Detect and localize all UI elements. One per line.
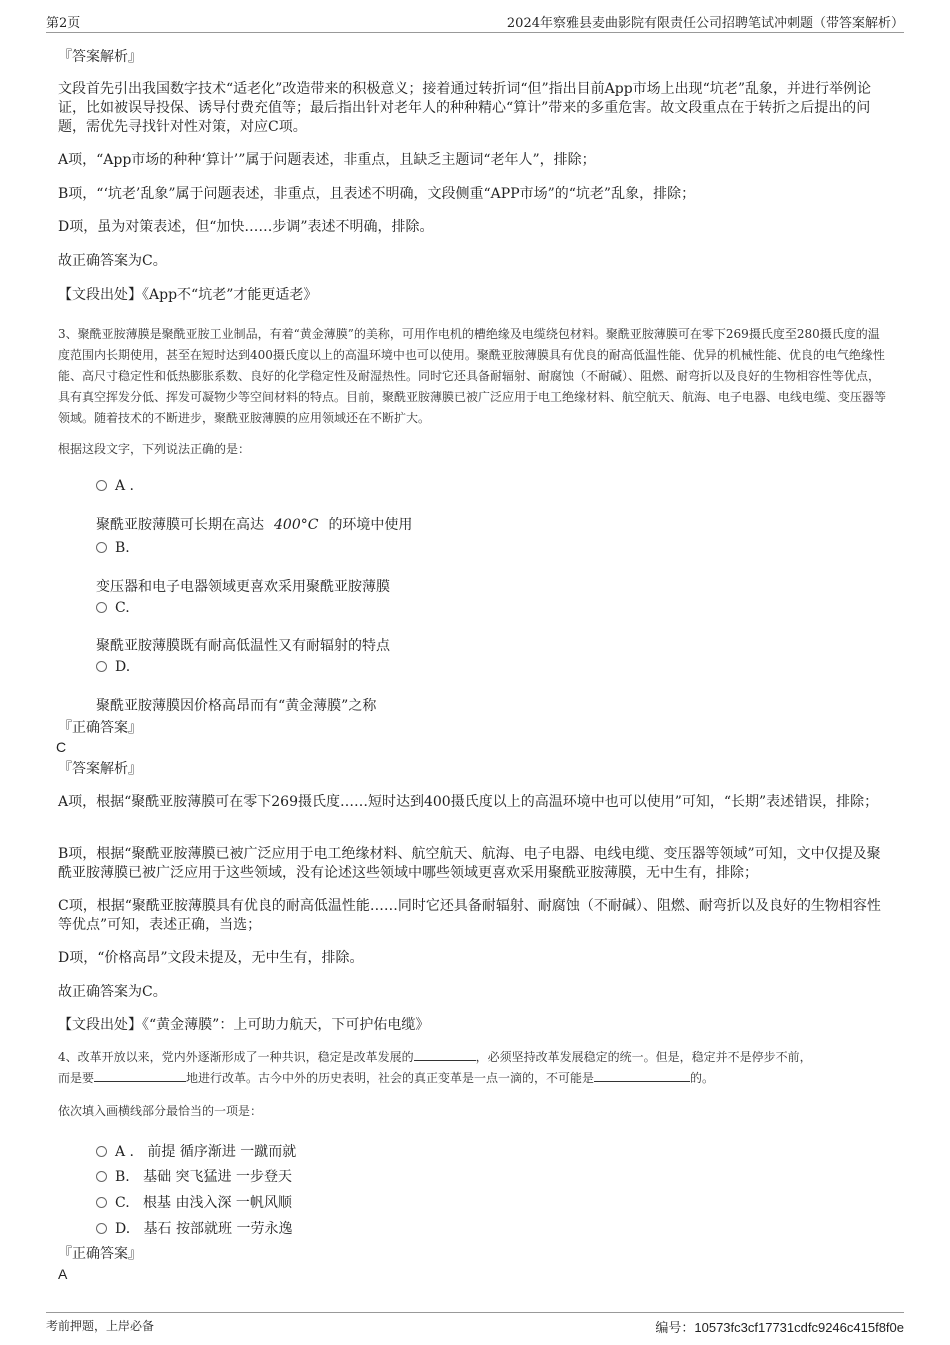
page-number: 第2页	[46, 16, 81, 31]
q4-stem	[58, 1047, 888, 1089]
q3-stem: 3、聚酰亚胺薄膜是聚酰亚胺工业制品，有着“黄金薄膜”的美称，可用作电机的槽绝缘及电缆绕包材料。聚酰亚胺薄膜可在零下269摄氏度至280摄氏度的温度范围内长期使用，甚至在短时达到400摄氏度以上的高温环境中也可以使用。聚酰亚胺薄膜具有优良的耐高低温性能、优异的机械性能、优良的电气绝缘性能、高尺寸稳定性和低热膨胀系数、良好的化学稳定性及耐湿热性。同时它还具备耐辐射、耐腐蚀（不耐碱）、阻燃、耐弯折以及良好的生物相容性等优点，具有真空挥发分低、挥发可凝物少等空间材料的特点。目前，聚酰亚胺薄膜已被广泛应用于电工绝缘材料、航空航天、航海、电子电器、电线电缆、变压器等领域。随着技术的不断进步，聚酰亚胺薄膜的应用领域还在不断扩大。	[58, 327, 887, 425]
option-text: 聚酰亚胺薄膜可长期在高达	[96, 517, 264, 533]
q3-conclusion: 故正确答案为C。	[58, 984, 167, 1000]
q2-source: 【文段出处】《App不“坑老”才能更适老》	[58, 287, 318, 303]
document-title: 2024年察雅县麦曲影院有限责任公司招聘笔试冲刺题（带答案解析）	[506, 16, 904, 31]
radio-icon[interactable]	[96, 1223, 107, 1234]
q2-analysis-d: D项，虽为对策表述，但“加快……步调”表述不明确，排除。	[58, 219, 434, 235]
stem-text: 的。	[690, 1071, 715, 1085]
blank-line	[94, 1069, 186, 1082]
radio-icon[interactable]	[96, 1146, 107, 1157]
option-key: D.	[115, 659, 131, 675]
q4-answer: A	[58, 1266, 68, 1282]
radio-icon[interactable]	[96, 1197, 107, 1208]
q2-analysis-label: 『答案解析』	[58, 49, 142, 65]
q2-analysis-b: B项，“‘坑老’乱象”属于问题表述，非重点，且表述不明确，文段侧重“APP市场”的“坑老”乱象，排除；	[58, 186, 696, 202]
q3-answer-label: 『正确答案』	[58, 720, 142, 736]
stem-text: 地进行改革。古今中外的历史表明，社会的真正变革是一点一滴的，不可能是	[186, 1071, 595, 1085]
q3-source: 【文段出处】《“黄金薄膜”：上可助力航天，下可护佑电缆》	[58, 1017, 430, 1033]
q3-option-d-text: 聚酰亚胺薄膜因价格高昂而有“黄金薄膜”之称	[96, 698, 377, 714]
option-key: B.	[115, 1169, 130, 1185]
stem-text: ，必须坚持改革发展稳定的统一。但是，稳定并不是停步不前，	[475, 1050, 812, 1064]
footer-slogan: 考前押题，上岸必备	[46, 1319, 155, 1333]
q3-analysis-a: A项，根据“聚酰亚胺薄膜可在零下269摄氏度……短时达到400摄氏度以上的高温环境中也可以使用”可知，“长期”表述错误，排除；	[58, 794, 879, 810]
q3-prompt: 根据这段文字，下列说法正确的是：	[58, 442, 251, 456]
q3-analysis-label: 『答案解析』	[58, 761, 142, 777]
blank-line	[414, 1048, 476, 1061]
stem-text: 4、改革开放以来，党内外逐渐形成了一种共识，稳定是改革发展的	[58, 1050, 414, 1064]
math-expression: 400°C	[274, 517, 319, 533]
q3-analysis-c: C项，根据“聚酰亚胺薄膜具有优良的耐高低温性能……同时它还具备耐辐射、耐腐蚀（不耐碱）、阻燃、耐弯折以及良好的生物相容性等优点”可知，表述正确，当选；	[58, 898, 881, 933]
radio-icon[interactable]	[96, 1171, 107, 1182]
q3-option-c-text: 聚酰亚胺薄膜既有耐高低温性又有耐辐射的特点	[96, 638, 390, 654]
stem-text: 而是要	[58, 1071, 95, 1085]
option-text: 基石 按部就班 一劳永逸	[143, 1221, 293, 1237]
option-key: C.	[115, 1195, 130, 1211]
page-footer	[46, 1312, 904, 1335]
q2-analysis-text: 文段首先引出我国数字技术“适老化”改造带来的积极意义；接着通过转折词“但”指出目前App市场上出现“坑老”乱象，并进行举例论证，比如被误导投保、诱导付费充值等；最后指出针对老年人的种种精心“算计”带来的多重危害。故文段重点在于转折之后提出的问题，需优先寻找针对性对策，对应C项。	[58, 81, 871, 135]
radio-icon[interactable]	[96, 602, 107, 613]
q2-analysis-a: A项，“App市场的种种‘算计’”属于问题表述，非重点，且缺乏主题词“老年人”，排除；	[58, 152, 596, 168]
option-text: 前提 循序渐进 一蹴而就	[147, 1144, 297, 1160]
q4-prompt: 依次填入画横线部分最恰当的一项是：	[58, 1104, 263, 1118]
option-text: 根基 由浅入深 一帆风顺	[143, 1195, 292, 1211]
q2-conclusion: 故正确答案为C。	[58, 253, 167, 269]
q3-option-a-text	[96, 514, 412, 534]
option-key: A .	[115, 1144, 135, 1160]
q3-option-d[interactable]	[96, 659, 130, 675]
q4-answer-label: 『正确答案』	[58, 1246, 142, 1262]
q4-option-d[interactable]	[96, 1218, 292, 1238]
q3-option-a[interactable]	[96, 478, 134, 494]
document-id: 编号：10573fc3cf17731cdfc9246c415f8f0e	[655, 1320, 904, 1335]
q4-option-a[interactable]	[96, 1141, 296, 1161]
option-text: 的环境中使用	[328, 517, 413, 533]
q3-analysis-d: D项，“价格高昂”文段未提及，无中生有，排除。	[58, 950, 364, 966]
q3-analysis-b: B项，根据“聚酰亚胺薄膜已被广泛应用于电工绝缘材料、航空航天、航海、电子电器、电线电缆、变压器等领域”可知，文中仅提及聚酰亚胺薄膜已被广泛应用于这些领域，没有论述这些领域中哪些领域更喜欢采用聚酰亚胺薄膜，无中生有，排除；	[58, 846, 881, 881]
q3-option-b[interactable]	[96, 540, 130, 556]
radio-icon[interactable]	[96, 661, 107, 672]
option-key: D.	[115, 1221, 131, 1237]
option-key: B.	[115, 540, 130, 556]
blank-line	[594, 1069, 690, 1082]
option-key: C.	[115, 600, 130, 616]
radio-icon[interactable]	[96, 480, 107, 491]
q3-option-b-text: 变压器和电子电器领域更喜欢采用聚酰亚胺薄膜	[96, 579, 390, 595]
q3-option-c[interactable]	[96, 600, 130, 616]
radio-icon[interactable]	[96, 542, 107, 553]
q4-option-b[interactable]	[96, 1166, 292, 1186]
q3-answer: C	[56, 739, 67, 755]
q4-option-c[interactable]	[96, 1192, 292, 1212]
page-header	[46, 10, 904, 33]
option-text: 基础 突飞猛进 一步登天	[143, 1169, 293, 1185]
option-key: A .	[115, 478, 135, 494]
